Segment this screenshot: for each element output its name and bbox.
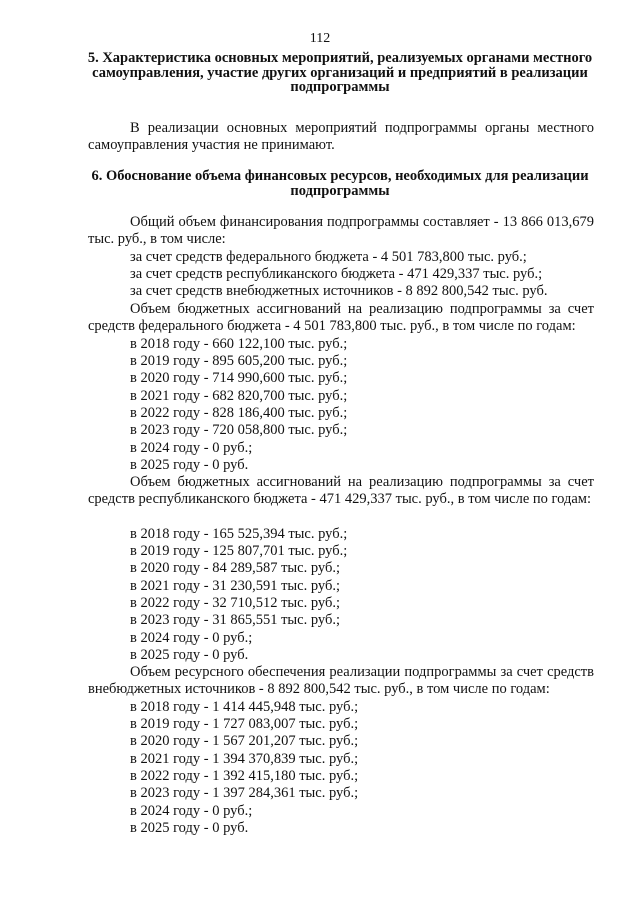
year-line: в 2023 году - 720 058,800 тыс. руб.;	[130, 422, 348, 438]
total-financing-paragraph: Общий объем финансирования подпрограммы составляет - 13 866 013,679 тыс. руб., в том числе:	[88, 214, 594, 248]
year-line: в 2019 году - 895 605,200 тыс. руб.;	[130, 353, 348, 369]
year-line: в 2025 году - 0 руб.	[130, 647, 249, 663]
year-line: в 2018 году - 165 525,394 тыс. руб.;	[130, 526, 348, 542]
year-line: в 2023 году - 31 865,551 тыс. руб.;	[130, 612, 341, 628]
year-line: в 2021 году - 682 820,700 тыс. руб.;	[130, 388, 348, 404]
year-line: в 2024 году - 0 руб.;	[130, 803, 253, 819]
federal-intro-paragraph: Объем бюджетных ассигнований на реализацию подпрограммы за счет средств федерального бюджета - 4 501 783,800 тыс. руб., в том числе по годам:	[88, 301, 594, 335]
page-number: 112	[309, 31, 331, 46]
year-line: в 2020 году - 84 289,587 тыс. руб.;	[130, 560, 341, 576]
year-line: в 2020 году - 714 990,600 тыс. руб.;	[130, 370, 348, 386]
section-5-heading: 5. Характеристика основных мероприятий, реализуемых органами местного самоуправления, участие других организаций и предприятий в реализации подпрограммы	[87, 50, 593, 96]
year-line: в 2025 году - 0 руб.	[130, 457, 249, 473]
year-line: в 2020 году - 1 567 201,207 тыс. руб.;	[130, 733, 359, 749]
year-line: в 2018 году - 1 414 445,948 тыс. руб.;	[130, 699, 359, 715]
year-line: в 2024 году - 0 руб.;	[130, 440, 253, 456]
year-line: в 2022 году - 828 186,400 тыс. руб.;	[130, 405, 348, 421]
section-6-heading: 6. Обоснование объема финансовых ресурсов, необходимых для реализации подпрограммы	[91, 168, 589, 199]
year-line: в 2021 году - 1 394 370,839 тыс. руб.;	[130, 751, 359, 767]
source-line-republic: за счет средств республиканского бюджета - 471 429,337 тыс. руб.;	[130, 266, 543, 282]
offbudget-intro-paragraph: Объем ресурсного обеспечения реализации подпрограммы за счет средств внебюджетных источников - 8 892 800,542 тыс. руб., в том числе по годам:	[88, 664, 594, 698]
year-line: в 2023 году - 1 397 284,361 тыс. руб.;	[130, 785, 359, 801]
section-5-text: В реализации основных мероприятий подпрограммы органы местного самоуправления участия не принимают.	[88, 120, 594, 154]
year-line: в 2019 году - 1 727 083,007 тыс. руб.;	[130, 716, 359, 732]
year-line: в 2021 году - 31 230,591 тыс. руб.;	[130, 578, 341, 594]
republic-intro-paragraph: Объем бюджетных ассигнований на реализацию подпрограммы за счет средств республиканского бюджета - 471 429,337 тыс. руб., в том числе по годам:	[88, 474, 594, 508]
year-line: в 2024 году - 0 руб.;	[130, 630, 253, 646]
source-line-offbudget: за счет средств внебюджетных источников - 8 892 800,542 тыс. руб.	[130, 283, 548, 299]
year-line: в 2018 году - 660 122,100 тыс. руб.;	[130, 336, 348, 352]
year-line: в 2022 году - 1 392 415,180 тыс. руб.;	[130, 768, 359, 784]
year-line: в 2022 году - 32 710,512 тыс. руб.;	[130, 595, 341, 611]
year-line: в 2025 году - 0 руб.	[130, 820, 249, 836]
source-line-federal: за счет средств федерального бюджета - 4 501 783,800 тыс. руб.;	[130, 249, 527, 265]
year-line: в 2019 году - 125 807,701 тыс. руб.;	[130, 543, 348, 559]
